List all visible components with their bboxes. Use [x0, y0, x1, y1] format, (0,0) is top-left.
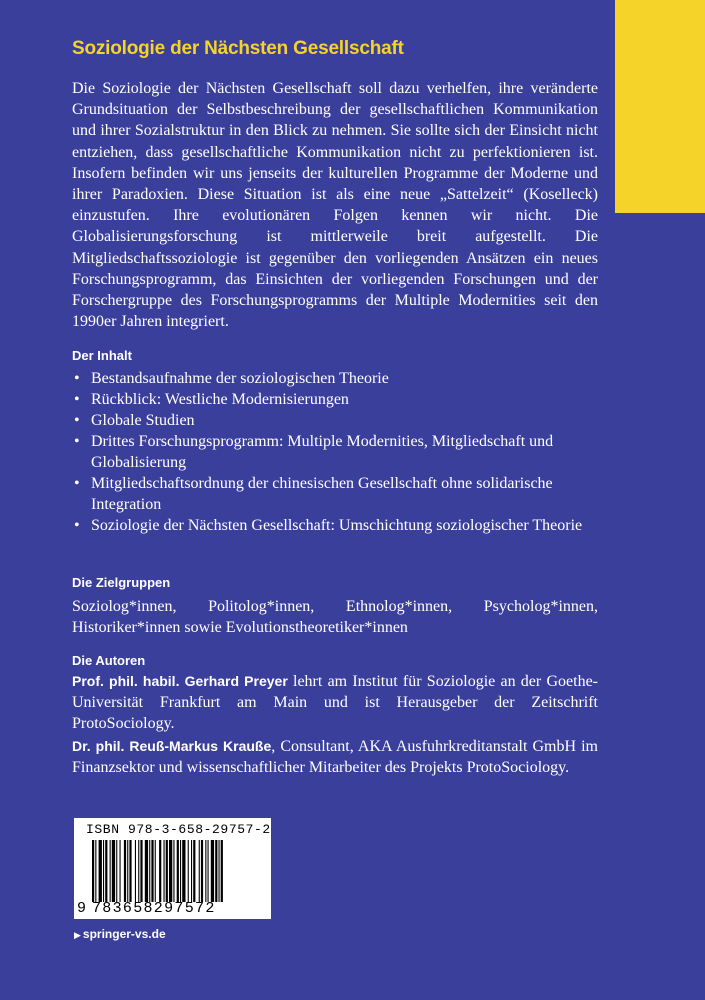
zielgruppen-text: Soziolog*innen, Politolog*innen, Ethnolog*innen, Psycholog*innen, Historiker*innen sowie Evolutionstheoretiker*innen — [72, 598, 598, 636]
barcode-bar — [182, 840, 185, 902]
list-item: • Mitgliedschaftsordnung der chinesischen Gesellschaft ohne solidarische Integration — [74, 475, 553, 513]
author-name: Prof. phil. habil. Gerhard Preyer — [72, 673, 288, 689]
arrow-right-icon: ▶ — [74, 930, 81, 940]
barcode-bar — [211, 840, 214, 902]
barcode-bar — [105, 840, 107, 902]
list-item: • Rückblick: Westliche Modernisierungen — [74, 391, 349, 408]
author-krausse — [72, 736, 598, 778]
barcode-bar — [191, 840, 192, 902]
barcode-bar — [99, 840, 102, 902]
bullet-icon: • — [74, 370, 80, 387]
bullet-icon: • — [74, 475, 80, 492]
barcode-bar — [164, 840, 165, 902]
barcode-bar — [159, 840, 161, 902]
barcode-bar — [180, 840, 181, 902]
barcode-bar — [205, 840, 206, 902]
publisher-url: springer-vs.de — [82, 927, 166, 941]
author-bio: , Consultant, AKA Ausfuhrkreditanstalt GmbH im Finanzsektor und wissenschaftlicher Mitarbeiter des Projekts ProtoSociology. — [72, 738, 598, 776]
barcode-bar — [215, 840, 217, 902]
barcode-first-digit: 9 — [77, 900, 88, 917]
zielgruppen-heading: Die Zielgruppen — [72, 575, 171, 590]
book-description: Die Soziologie der Nächsten Gesellschaft soll dazu verhelfen, ihre veränderte Grundsituation der Selbstbeschreibung der gesellschaftlichen Kommunikation und ihrer Sozialstruktur in den Blick zu nehmen. Sie sollte sich der Einsicht nicht entziehen, dass gesellschaftliche Kommunikation nicht zu perfektionieren ist. Insofern befinden wir uns jenseits der kulturellen Programme der Moderne und ihrer Paradoxien. Diese Situation ist als eine neue „Sattelzeit“ (Koselleck) einzustufen. Ihre evolutionären Folgen kennen wir nicht. Die Globalisierungsforschung ist mittlerweile breit aufgestellt. Die Mitgliedschaftssoziologie ist gegenüber den vorliegenden Ansätzen ein neues Forschungsprogramm, das Einsichten der vorliegenden Forschungen und der Forschergruppe des Forschungsprogramms der Multiple Modernities seit den 1990er Jahren integriert. — [72, 80, 598, 331]
barcode-bar — [199, 840, 200, 902]
list-item: • Globale Studien — [74, 412, 195, 429]
author-bio: lehrt am Institut für Soziologie an der Goethe-Universität Frankfurt am Main und ist Herausgeber der Zeitschrift ProtoSociology. — [72, 673, 599, 732]
barcode-bar — [124, 840, 126, 902]
isbn-label: ISBN 978-3-658-29757-2 — [86, 822, 271, 837]
barcode-bar — [138, 840, 139, 902]
book-title: Soziologie der Nächsten Gesellschaft — [72, 38, 404, 59]
list-item: • Soziologie der Nächsten Gesellschaft: Umschichtung soziologischer Theorie — [74, 517, 583, 534]
author-preyer — [72, 671, 598, 734]
yellow-accent-bar — [615, 0, 705, 213]
barcode-bar — [221, 840, 223, 902]
barcode-bar — [127, 840, 128, 902]
author-name: Dr. phil. Reuß-Markus Krauße — [72, 738, 272, 754]
barcode-bar — [110, 840, 111, 902]
barcode-digit-group: 783658297572 — [92, 900, 216, 917]
barcode-bar — [169, 840, 172, 902]
inhalt-heading: Der Inhalt — [72, 348, 132, 363]
barcode-bar — [140, 840, 142, 902]
barcode-bar — [166, 840, 168, 902]
publisher-link[interactable] — [74, 927, 166, 941]
inhalt-list — [72, 368, 598, 536]
bullet-icon: • — [74, 433, 80, 450]
barcode-bar — [129, 840, 131, 902]
barcode-bar — [188, 840, 189, 902]
barcode-bar — [173, 840, 174, 902]
barcode-bar — [116, 840, 117, 902]
barcode-bar — [149, 840, 150, 902]
autoren-heading: Die Autoren — [72, 653, 146, 668]
barcode-bar — [135, 840, 136, 902]
bullet-icon: • — [74, 412, 80, 429]
isbn-barcode — [74, 818, 271, 919]
barcode-bar — [151, 840, 153, 902]
barcode-bar — [177, 840, 179, 902]
barcode-bar — [155, 840, 156, 902]
barcode-bar — [219, 840, 220, 902]
barcode-bar — [193, 840, 195, 902]
barcode-bar — [92, 840, 94, 902]
barcode-bar — [103, 840, 104, 902]
list-item: • Drittes Forschungsprogramm: Multiple Modernities, Mitgliedschaft und Globalisierung — [74, 433, 554, 471]
barcode-bar — [208, 840, 209, 902]
barcode-bar — [112, 840, 115, 902]
barcode-bar — [145, 840, 148, 902]
list-item: • Bestandsaufnahme der soziologischen Theorie — [74, 370, 389, 387]
barcode-bar — [201, 840, 203, 902]
bullet-icon: • — [74, 517, 80, 534]
barcode-bar — [95, 840, 96, 902]
bullet-icon: • — [74, 391, 80, 408]
barcode-bar — [120, 840, 121, 902]
barcode-bars — [92, 840, 260, 902]
